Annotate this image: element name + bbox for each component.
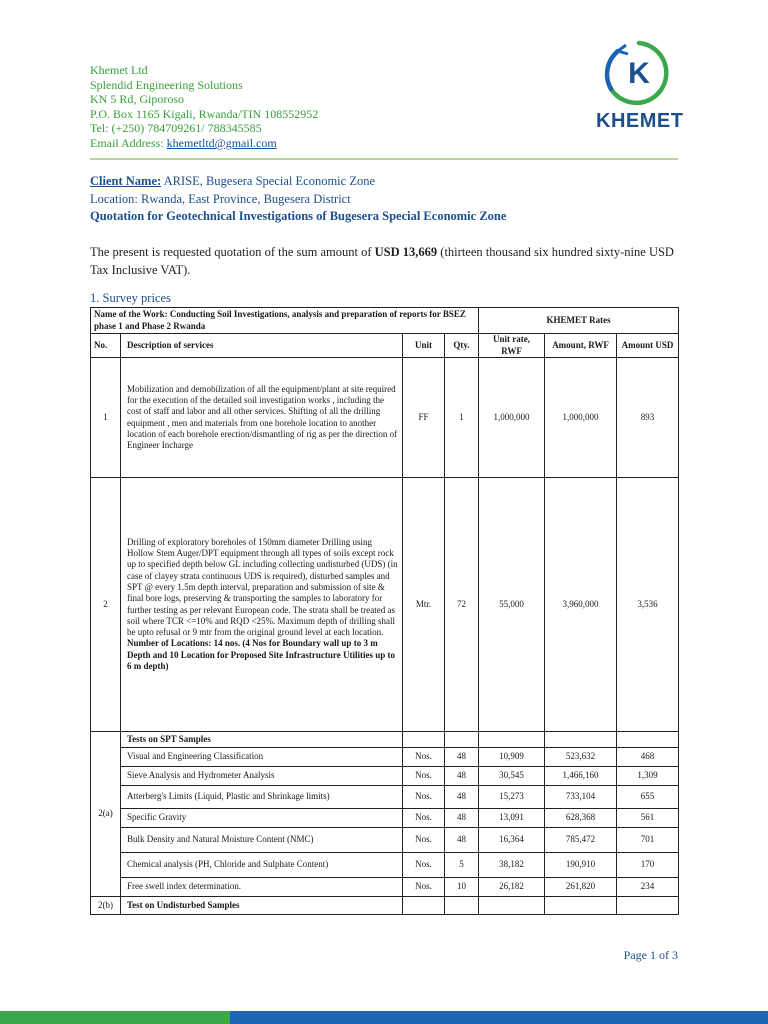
client-info (90, 173, 506, 226)
client-name: ARISE, Bugesera Special Economic Zone (161, 174, 376, 188)
row-amount-usd: 561 (617, 809, 679, 828)
row-rate: 10,909 (479, 748, 545, 767)
row-amount-rwf: 190,910 (545, 853, 617, 878)
client-location: Location: Rwanda, East Province, Bugesera District (90, 191, 351, 206)
row-amount-usd: 234 (617, 878, 679, 897)
row-amount-usd: 468 (617, 748, 679, 767)
row-desc: Mobilization and demobilization of all the equipment/plant at site required for the execution of the detailed soil investigation works , including the cost of staff and labor and all other services. Shifting of all the drilling equipment , men and materials from one borehole location to another location of each borehole erection/dismantling of rig as per the direction of Engineer Incharge (121, 358, 403, 478)
company-email-line (90, 136, 318, 151)
footer-bar-blue (230, 1011, 768, 1024)
row-unit: Nos. (403, 853, 445, 878)
row-qty: 48 (445, 786, 479, 809)
row-desc: Visual and Engineering Classification (121, 748, 403, 767)
company-tagline: Splendid Engineering Solutions (90, 77, 243, 92)
row-unit: Nos. (403, 809, 445, 828)
intro-paragraph (90, 243, 680, 279)
row-amount-usd: 3,536 (617, 478, 679, 732)
header-amount-rwf: Amount, RWF (545, 334, 617, 358)
row-desc: Drilling of exploratory boreholes of 150mm diameter Drilling using Hollow Stem Auger/DPT equipment through all types of soils except rock up to specified depth below GL including collecting undisturbed (UDS) (in case of clayey strata continuous UDS is required), disturbed samples and SPT @ every 1.5m depth interval, preparation and submission of site & final bore logs, preserving & transporting the samples to laboratory for further testing as per relevant European code. The strata shall be treated as soil where TCR <=10% and RQD <25%. Maximum depth of drilling shall be upto refusal or 9 mtr from the original ground level at each location. (127, 536, 398, 638)
row-rate: 16,364 (479, 828, 545, 853)
row-amount-rwf: 628,368 (545, 809, 617, 828)
client-name-line (90, 173, 506, 191)
table-header-row (91, 334, 679, 358)
table-row (91, 786, 679, 809)
quotation-table (90, 307, 679, 915)
row-rate: 26,182 (479, 878, 545, 897)
row-unit: Nos. (403, 786, 445, 809)
logo-text: KHEMET (596, 110, 684, 132)
svg-text:K: K (628, 57, 650, 90)
section-title: 1. Survey prices (90, 291, 171, 305)
row-amount-rwf: 1,466,160 (545, 767, 617, 786)
row-qty: 72 (445, 478, 479, 732)
rates-header: KHEMET Rates (479, 308, 679, 334)
row-unit: Nos. (403, 878, 445, 897)
row-qty: 48 (445, 767, 479, 786)
spt-no: 2(a) (91, 732, 121, 897)
uds-no: 2(b) (91, 897, 121, 915)
row-amount-usd: 655 (617, 786, 679, 809)
row-qty: 1 (445, 358, 479, 478)
company-name: Khemet Ltd (90, 63, 148, 77)
row-amount-rwf: 733,104 (545, 786, 617, 809)
row-rate: 1,000,000 (479, 358, 545, 478)
table-row (91, 358, 679, 478)
row-amount-rwf: 785,472 (545, 828, 617, 853)
row-desc: Chemical analysis (PH, Chloride and Sulphate Content) (121, 853, 403, 878)
table-row (91, 853, 679, 878)
row-no: 1 (91, 358, 121, 478)
row-desc: Sieve Analysis and Hydrometer Analysis (121, 767, 403, 786)
row-qty: 5 (445, 853, 479, 878)
row-unit: Mtr. (403, 478, 445, 732)
row-desc-cell (121, 478, 403, 732)
page-number: Page 1 of 3 (623, 948, 678, 962)
header-divider (90, 158, 678, 160)
row-qty: 10 (445, 878, 479, 897)
row-unit: Nos. (403, 767, 445, 786)
company-info (90, 63, 318, 151)
company-street: KN 5 Rd, Giporoso (90, 92, 185, 107)
row-amount-rwf: 3,960,000 (545, 478, 617, 732)
table-row (91, 478, 679, 732)
row-unit: Nos. (403, 748, 445, 767)
logo-emblem-icon (596, 37, 682, 111)
table-row (91, 809, 679, 828)
row-amount-rwf: 523,632 (545, 748, 617, 767)
row-desc: Specific Gravity (121, 809, 403, 828)
email-label: Email Address: (90, 135, 167, 150)
row-rate: 55,000 (479, 478, 545, 732)
header-amount-usd: Amount USD (617, 334, 679, 358)
row-desc: Bulk Density and Natural Moisture Content (NMC) (121, 828, 403, 853)
row-qty: 48 (445, 748, 479, 767)
client-label: Client Name: (90, 174, 162, 188)
row-no: 2 (91, 478, 121, 732)
table-row (91, 878, 679, 897)
khemet-logo (596, 37, 682, 137)
row-desc: Atterberg's Limits (Liquid, Plastic and Shrinkage limits) (121, 786, 403, 809)
spt-heading: Tests on SPT Samples (121, 732, 403, 748)
header-unit: Unit (403, 334, 445, 358)
email-link[interactable]: khemetltd@gmail.com (166, 135, 277, 150)
table-row (91, 767, 679, 786)
row-rate: 13,091 (479, 809, 545, 828)
row-rate: 38,182 (479, 853, 545, 878)
row-qty: 48 (445, 828, 479, 853)
row-unit: FF (403, 358, 445, 478)
row-note: Number of Locations: 14 nos. (4 Nos for Boundary wall up to 3 m Depth and 10 Location for Proposed Site Infrastructure Utilities up to 6 m depth) (127, 638, 396, 671)
header-qty: Qty. (445, 334, 479, 358)
row-rate: 15,273 (479, 786, 545, 809)
uds-heading-row (91, 897, 679, 915)
intro-pre: The present is requested quotation of the sum amount of (90, 245, 375, 259)
row-desc: Free swell index determination. (121, 878, 403, 897)
row-qty: 48 (445, 809, 479, 828)
row-amount-usd: 170 (617, 853, 679, 878)
uds-heading: Test on Undisturbed Samples (121, 897, 403, 915)
spt-heading-row (91, 732, 679, 748)
table-row (91, 828, 679, 853)
row-amount-usd: 701 (617, 828, 679, 853)
intro-amount: USD 13,669 (374, 245, 438, 259)
header-rate: Unit rate, RWF (479, 334, 545, 358)
company-pobox: P.O. Box 1165 Kigali, Rwanda/TIN 108552952 (90, 106, 319, 121)
intro-post: (thirteen thousand six hundred sixty-nine USD Tax Inclusive VAT). (90, 245, 674, 277)
row-amount-rwf: 1,000,000 (545, 358, 617, 478)
row-amount-rwf: 261,820 (545, 878, 617, 897)
table-title-row (91, 308, 679, 334)
row-unit: Nos. (403, 828, 445, 853)
work-title: Name of the Work: Conducting Soil Investigations, analysis and preparation of reports for BSEZ phase 1 and Phase 2 Rwanda (91, 308, 479, 334)
header-no: No. (91, 334, 121, 358)
row-amount-usd: 893 (617, 358, 679, 478)
row-rate: 30,545 (479, 767, 545, 786)
quotation-title: Quotation for Geotechnical Investigations of Bugesera Special Economic Zone (90, 209, 507, 223)
company-tel: Tel: (+250) 784709261/ 788345585 (90, 121, 262, 136)
header-desc: Description of services (121, 334, 403, 358)
row-amount-usd: 1,309 (617, 767, 679, 786)
footer-bar-green (0, 1011, 230, 1024)
table-row (91, 748, 679, 767)
